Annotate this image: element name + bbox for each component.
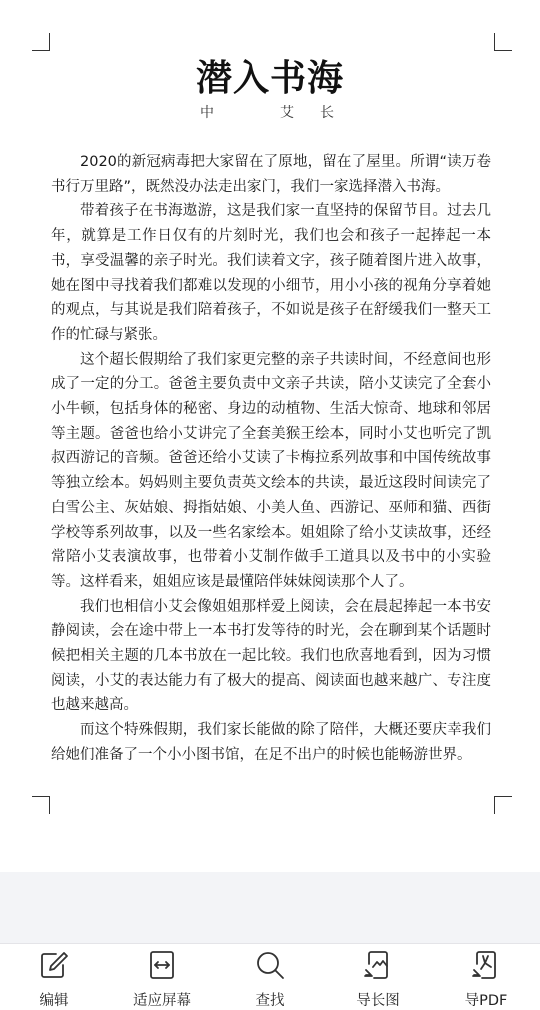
bottom-toolbar xyxy=(0,943,540,1010)
search-icon xyxy=(255,950,285,984)
paragraph: 这个超长假期给了我们家更完整的亲子共读时间，不经意间也形成了一定的分工。爸爸主要负责中文亲子共读，陪小艾读完了全套小小牛顿，包括身体的秘密、身边的动植物、生活大惊奇、地球和邻居等主题。爸爸也给小艾讲完了全套美猴王绘本，同时小艾也听完了凯叔西游记的音频。爸爸还给小艾读了卡梅拉系列故事和中国传统故事等独立绘本。妈妈则主要负责英文绘本的共读，最近这段时间读完了白雪公主、灰姑娘、拇指姑娘、小美人鱼、西游记、巫师和猫、西街学校等系列故事，以及一些名家绘本。姐姐除了给小艾读故事，还经常陪小艾表演故事，也带着小艾制作做手工道具以及书中的小实验等。这样看来，姐姐应该是最懂陪伴妹妹阅读那个人了。 xyxy=(51,351,491,590)
export-image-icon xyxy=(363,950,393,984)
document-author-line: 中 艾 长 xyxy=(200,105,340,121)
export-pdf-button[interactable] xyxy=(432,944,540,1010)
page-corner-mark xyxy=(32,796,50,814)
export-pdf-icon xyxy=(471,950,501,984)
edit-icon xyxy=(39,950,69,984)
paragraph: 而这个特殊假期，我们家长能做的除了陪伴，大概还要庆幸我们给她们准备了一个小小图书馆，在足不出户的时候也能畅游世界。 xyxy=(51,722,491,763)
export-pdf-label: 导PDF xyxy=(464,993,508,1009)
paragraph: 我们也相信小艾会像姐姐那样爱上阅读，会在晨起捧起一本书安静阅读，会在途中带上一本书打发等待的时光，会在聊到某个话题时候把相关主题的几本书放在一起比较。我们也欣喜地看到，因为习惯阅读，小艾的表达能力有了极大的提高、阅读面也越来越广、专注度也越来越高。 xyxy=(51,598,491,714)
edit-button[interactable] xyxy=(0,944,108,1010)
search-button[interactable] xyxy=(216,944,324,1010)
export-long-image-label: 导长图 xyxy=(356,993,400,1009)
fit-screen-label: 适应屏幕 xyxy=(133,993,191,1009)
document-body xyxy=(51,150,491,768)
fit-screen-icon xyxy=(147,950,177,984)
paragraph: 2020的新冠病毒把大家留在了原地，留在了屋里。所谓“读万卷书行万里路”，既然没办法走出家门，我们一家选择潜入书海。 xyxy=(51,154,491,195)
page-corner-mark xyxy=(494,33,512,51)
document-title: 潜入书海 xyxy=(195,58,344,99)
search-label: 查找 xyxy=(255,993,285,1009)
export-long-image-button[interactable] xyxy=(324,944,432,1010)
fit-screen-button[interactable] xyxy=(108,944,216,1010)
edit-label: 编辑 xyxy=(39,993,69,1009)
paragraph: 带着孩子在书海遨游，这是我们家一直坚持的保留节目。过去几年，就算是工作日仅有的片刻时光，我们也会和孩子一起捧起一本书，享受温馨的亲子时光。我们读着文字，孩子随着图片进入故事，她在图中寻找着我们都难以发现的小细节，用小小孩的视角分享着她的观点，与其说是我们陪着孩子，不如说是孩子在舒缓我们一整天工作的忙碌与紧张。 xyxy=(51,203,491,343)
page-corner-mark xyxy=(494,796,512,814)
page-corner-mark xyxy=(32,33,50,51)
document-background xyxy=(0,872,540,943)
